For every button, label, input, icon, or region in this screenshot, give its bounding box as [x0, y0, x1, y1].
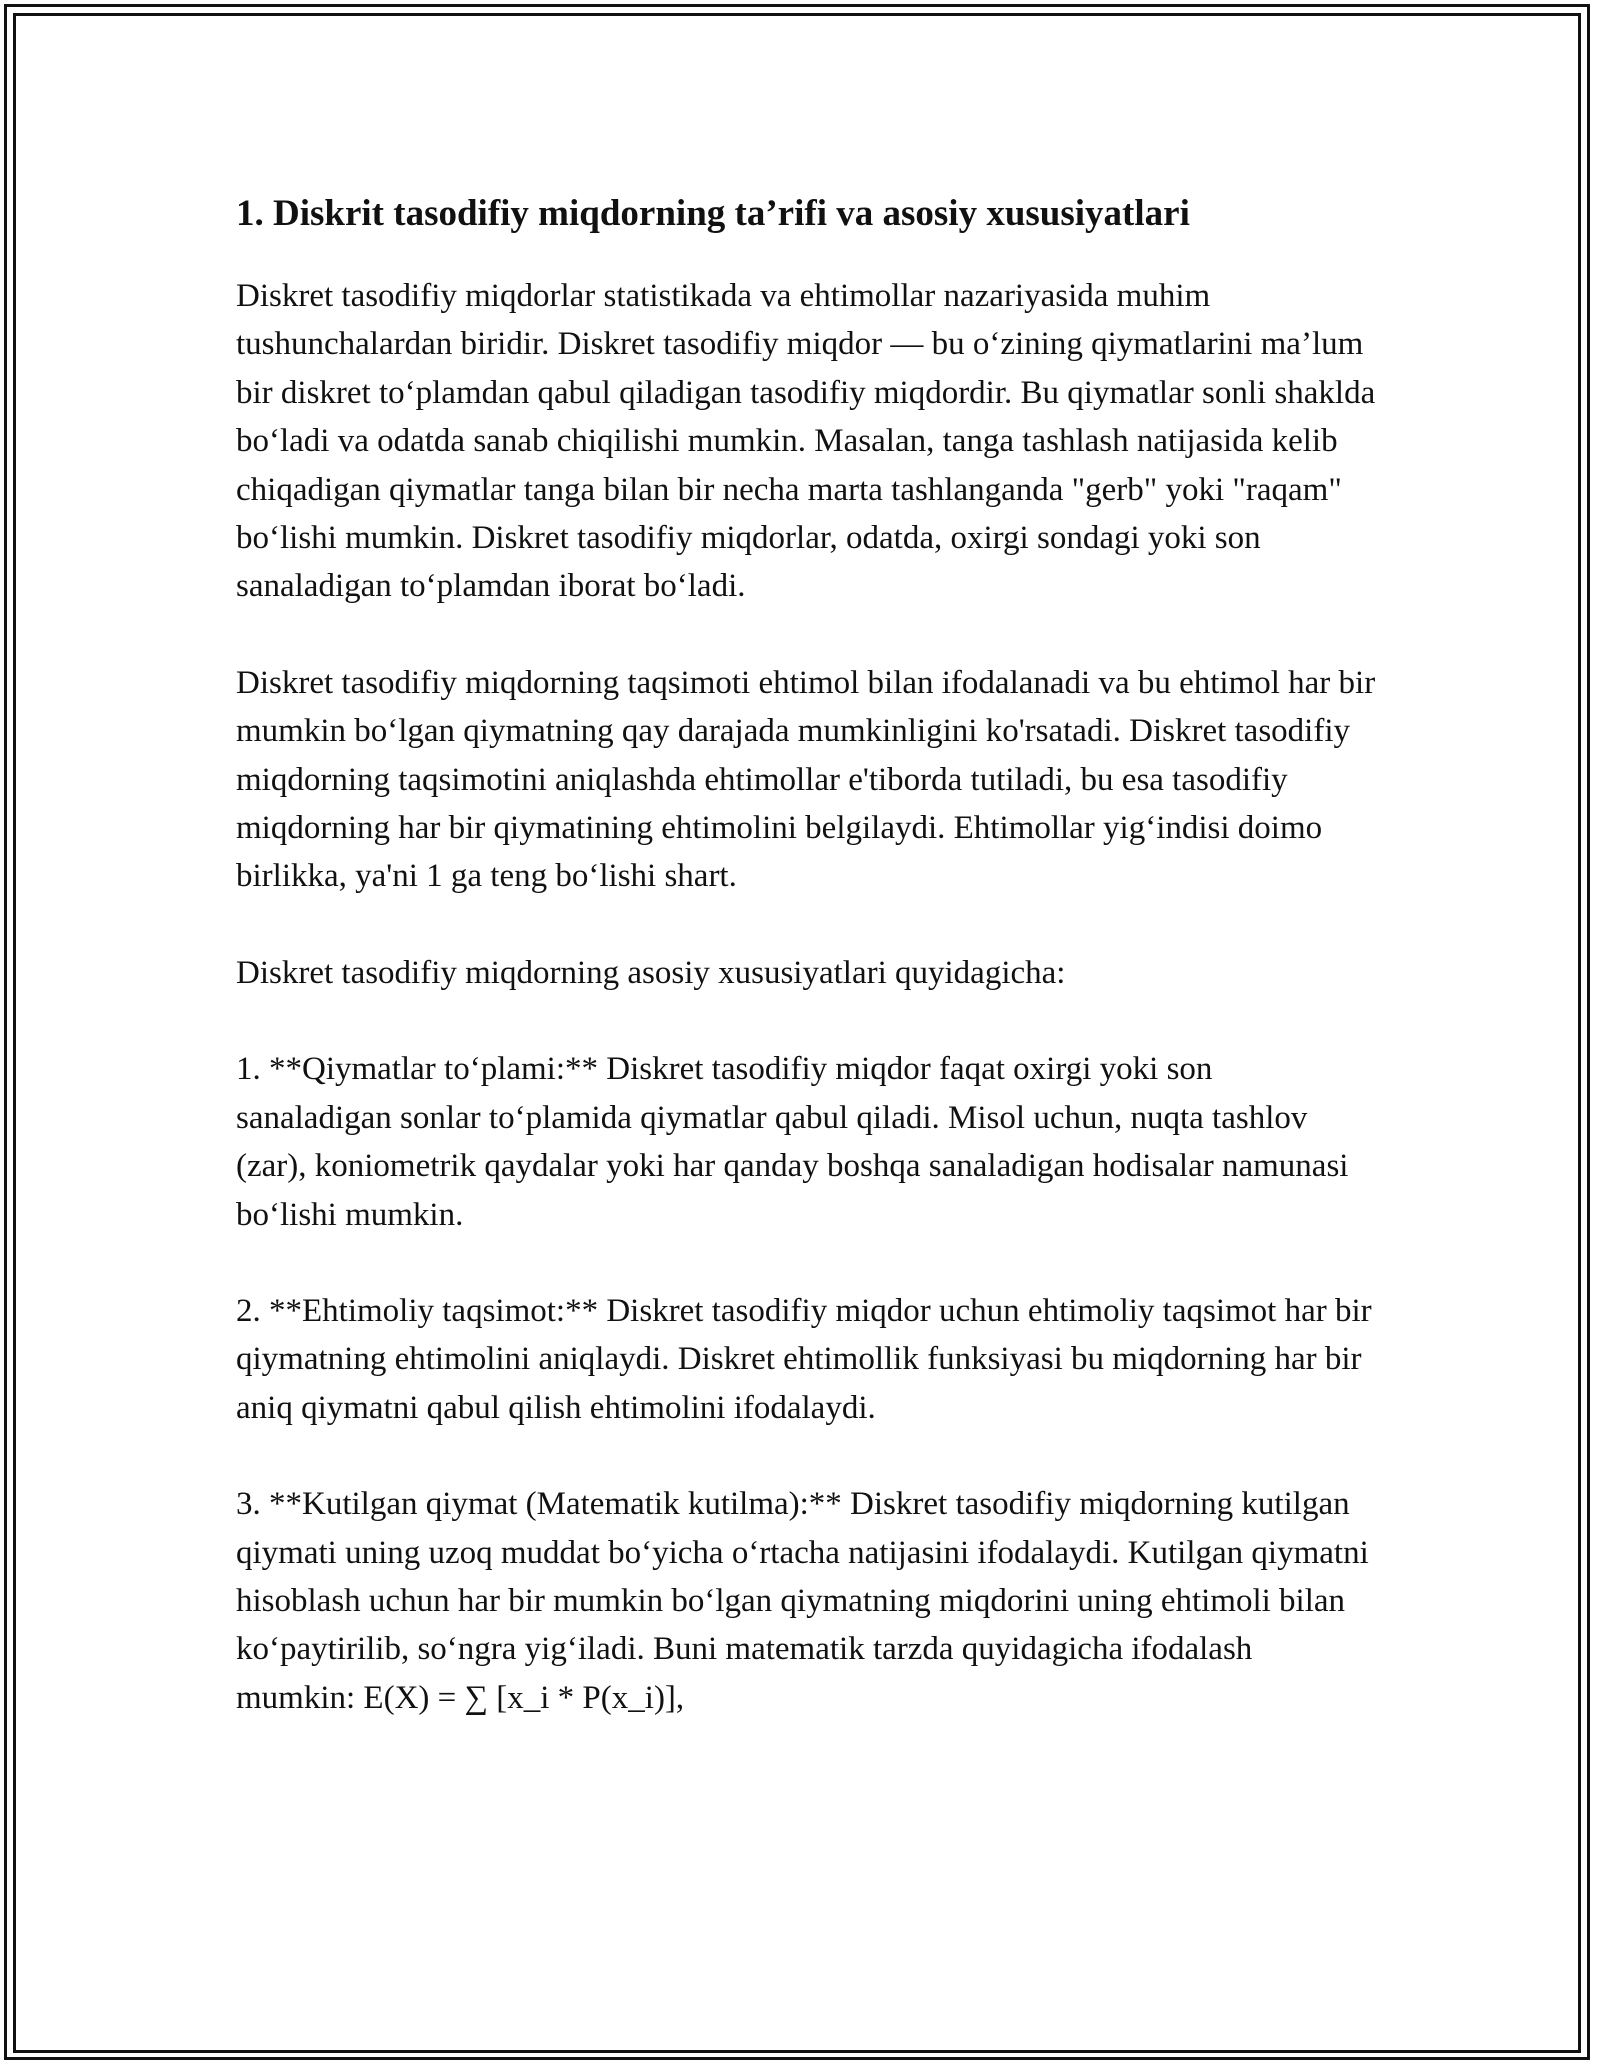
paragraph-distribution: Diskret tasodifiy miqdorning taqsimoti ehtimol bilan ifodalanadi va bu ehtimol har bir mumkin bo‘lgan qiymatning qay darajada mumkinligini ko'rsatadi. Diskret tasodifiy miqdorning taqsimotini aniqlashda ehtimollar e'tiborda tutiladi, bu esa tasodifiy miqdorning har bir qiymatining ehtimolini belgilaydi. Ehtimollar yig‘indisi doimo birlikka, ya'ni 1 ga teng bo‘lishi shart. [236, 664, 1376, 895]
list-item-probability-distribution: 2. **Ehtimoliy taqsimot:** Diskret tasodifiy miqdor uchun ehtimoliy taqsimot har bir qiymatning ehtimolini aniqlaydi. Diskret ehtimollik funksiyasi bu miqdorning har bir aniq qiymatni qabul qilish ehtimolini ifodalaydi. [236, 1292, 1372, 1426]
list-item-value-set: 1. **Qiymatlar to‘plami:** Diskret tasodifiy miqdor faqat oxirgi yoki son sanaladigan sonlar to‘plamida qiymatlar qabul qiladi. Misol uchun, nuqta tashlov (zar), koniometrik qaydalar yoki har qanday boshqa sanaladigan hodisalar namunasi bo‘lishi mumkin. [236, 1051, 1349, 1233]
document-body [236, 186, 1376, 1770]
paragraph-properties-intro: Diskret tasodifiy miqdorning asosiy xususiyatlari quyidagicha: [236, 954, 1066, 991]
list-item-expected-value: 3. **Kutilgan qiymat (Matematik kutilma):** Diskret tasodifiy miqdorning kutilgan qiymati uning uzoq muddat bo‘yicha o‘rtacha natijasini ifodalaydi. Kutilgan qiymatni hisoblash uchun har bir mumkin bo‘lgan qiymatning miqdorini uning ehtimoli bilan ko‘paytirilib, so‘ngra yig‘iladi. Buni matematik tarzda quyidagicha ifodalash mumkin: E(X) = ∑ [x_i * P(x_i)], [236, 1486, 1369, 1716]
section-title: 1. Diskrit tasodifiy miqdorning ta’rifi va asosiy xususiyatlari [236, 193, 1190, 234]
paragraph-definition: Diskret tasodifiy miqdorlar statistikada va ehtimollar nazariyasida muhim tushunchalardan biridir. Diskret tasodifiy miqdor — bu o‘zining qiymatlarini ma’lum bir diskret to‘plamdan qabul qiladigan tasodifiy miqdordir. Bu qiymatlar sonli shaklda bo‘ladi va odatda sanab chiqilishi mumkin. Masalan, tanga tashlash natijasida kelib chiqadigan qiymatlar tanga bilan bir necha marta tashlanganda "gerb" yoki "raqam" bo‘lishi mumkin. Diskret tasodifiy miqdorlar, odatda, oxirgi sondagi yoki son sanaladigan to‘plamdan iborat bo‘ladi. [236, 278, 1376, 605]
